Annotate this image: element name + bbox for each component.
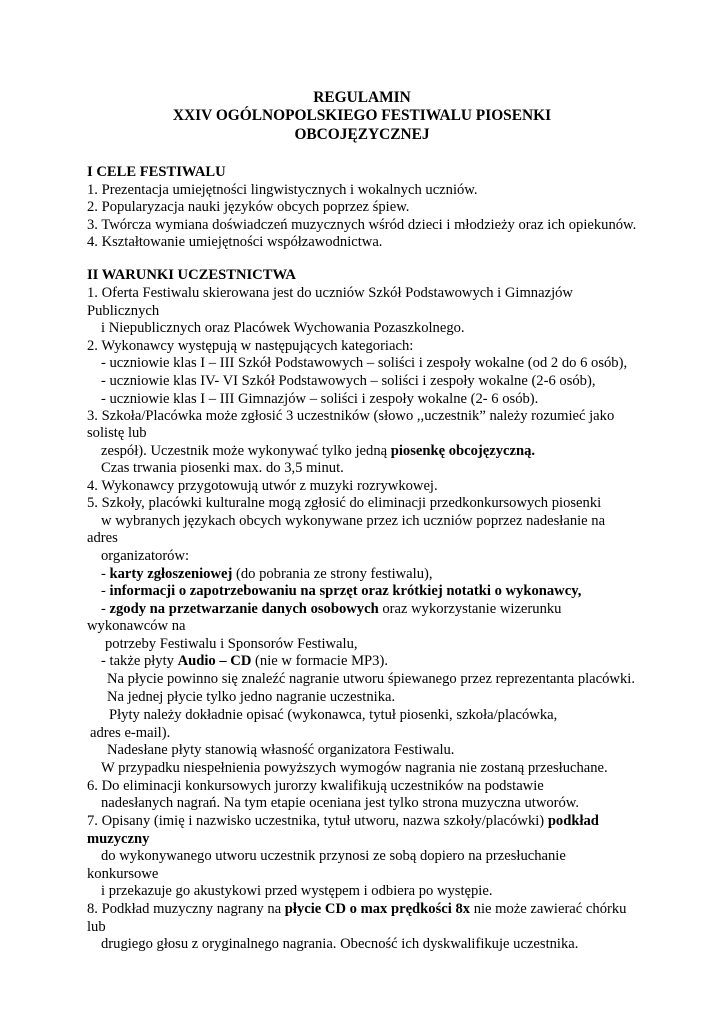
document-title-line-1: REGULAMIN — [313, 89, 411, 106]
text: (nie w formacie MP3). — [251, 653, 388, 669]
section-2-line — [87, 337, 413, 355]
section-2-line — [101, 882, 492, 900]
section-2-line — [87, 529, 118, 547]
text: (do pobrania ze strony festiwalu), — [232, 566, 433, 582]
section-2-line — [87, 830, 149, 848]
section-1-item: 3. Twórcza wymiana doświadczeń muzycznych wśród dzieci i młodzieży oraz ich opiekunów. — [87, 217, 637, 233]
text: 8. Podkład muzyczny nagrany na — [87, 901, 285, 917]
section-2-line — [101, 600, 561, 618]
text: 4. Wykonawcy przygotowują utwór z muzyki rozrywkowej. — [87, 478, 438, 494]
section-2-line — [101, 847, 566, 865]
text: Publicznych — [87, 303, 160, 319]
text: nadesłanych nagrań. Na tym etapie oceniana jest tylko strona muzyczna utworów. — [101, 795, 580, 811]
section-2-line — [87, 284, 573, 302]
bold-text: piosenkę obcojęzyczną. — [390, 443, 536, 459]
text: Na płycie powinno się znaleźć nagranie utworu śpiewanego przez reprezentanta placówki. — [107, 671, 635, 687]
section-2-line — [87, 302, 159, 320]
text: organizatorów: — [101, 548, 190, 564]
text: - uczniowie klas I – III Szkół Podstawowych – soliści i zespoły wokalne (od 2 do 6 osób), — [101, 355, 628, 371]
section-2-line — [87, 900, 626, 918]
section-2-line — [101, 390, 538, 408]
section-2-line — [107, 741, 454, 759]
bold-text: płycie CD o max prędkości 8x — [284, 901, 471, 917]
text: 5. Szkoły, placówki kulturalne mogą zgłosić do eliminacji przedkonkursowych piosenki — [87, 495, 602, 511]
text: - uczniowie klas I – III Gimnazjów – soliści i zespoły wokalne (2- 6 osób). — [101, 391, 539, 407]
section-1-heading: I CELE FESTIWALU — [87, 164, 226, 180]
section-2-line — [109, 706, 557, 724]
section-2-line — [87, 407, 614, 425]
text: 1. Oferta Festiwalu skierowana jest do uczniów Szkół Podstawowych i Gimnazjów — [87, 285, 573, 301]
text: adres — [87, 530, 118, 546]
section-2-line — [101, 512, 605, 530]
section-2-line — [87, 918, 106, 936]
bold-text: Audio – CD — [177, 653, 252, 669]
section-2-line — [101, 759, 608, 777]
text: - — [101, 601, 110, 617]
bold-text: muzyczny — [87, 831, 150, 847]
section-2-line — [101, 372, 596, 390]
section-2-line — [101, 794, 579, 812]
section-1-item: 2. Popularyzacja nauki języków obcych poprzez śpiew. — [87, 199, 410, 215]
text: - uczniowie klas IV- VI Szkół Podstawowych – soliści i zespoły wokalne (2-6 osób), — [101, 373, 596, 389]
document-title-line-2: XXIV OGÓLNOPOLSKIEGO FESTIWALU PIOSENKI — [172, 107, 552, 124]
text: 7. Opisany (imię i nazwisko uczestnika, tytuł utworu, nazwa szkoły/placówki) — [87, 813, 548, 829]
text: Czas trwania piosenki max. do 3,5 minut. — [101, 460, 344, 476]
text: potrzeby Festiwalu i Sponsorów Festiwalu, — [105, 636, 358, 652]
text: 2. Wykonawcy występują w następujących kategoriach: — [87, 338, 414, 354]
text: Na jednej płycie tylko jedno nagranie uczestnika. — [107, 689, 396, 705]
text: w wybranych językach obcych wykonywane przez ich uczniów poprzez nadesłanie na — [101, 513, 606, 529]
text: zespół). Uczestnik może wykonywać tylko jedną — [101, 443, 391, 459]
section-2-line — [101, 652, 388, 670]
text: - — [101, 566, 110, 582]
section-2-line — [87, 812, 599, 830]
section-2-line — [107, 688, 395, 706]
section-2-line — [101, 565, 433, 583]
section-2-line — [87, 777, 544, 795]
text: Płyty należy dokładnie opisać (wykonawca, tytuł piosenki, szkoła/placówka, — [109, 707, 558, 723]
section-2-line — [101, 582, 581, 600]
text: - także płyty — [101, 653, 178, 669]
bold-text: informacji o zapotrzebowaniu na sprzęt oraz krótkiej notatki o wykonawcy, — [109, 583, 582, 599]
text: lub — [87, 919, 106, 935]
section-2-line — [101, 547, 189, 565]
text: Nadesłane płyty stanowią własność organizatora Festiwalu. — [107, 742, 455, 758]
section-2-line — [101, 459, 344, 477]
section-2-line — [101, 442, 535, 460]
text: i Niepublicznych oraz Placówek Wychowania Pozaszkolnego. — [101, 320, 465, 336]
text: 3. Szkoła/Placówka może zgłosić 3 uczestników (słowo ,,uczestnik” należy rozumieć jako — [87, 408, 615, 424]
text: 6. Do eliminacji konkursowych jurorzy kwalifikują uczestników na podstawie — [87, 778, 544, 794]
section-2-line — [101, 935, 578, 953]
text: nie może zawierać chórku — [470, 901, 627, 917]
section-2-line — [87, 865, 158, 883]
section-2-line — [87, 617, 185, 635]
section-2-heading: II WARUNKI UCZESTNICTWA — [87, 267, 296, 283]
text: do wykonywanego utworu uczestnik przynosi ze sobą dopiero na przesłuchanie — [101, 848, 566, 864]
document-title-line-3: OBCOJĘZYCZNEJ — [294, 126, 430, 143]
bold-text: podkład — [547, 813, 599, 829]
text: drugiego głosu z oryginalnego nagrania. Obecność ich dyskwalifikuje uczestnika. — [101, 936, 579, 952]
text: konkursowe — [87, 866, 159, 882]
section-2-line — [87, 424, 147, 442]
section-1-item: 4. Kształtowanie umiejętności współzawodnictwa. — [87, 234, 383, 250]
section-2-line — [105, 635, 358, 653]
bold-text: karty zgłoszeniowej — [109, 566, 233, 582]
text: oraz wykorzystanie wizerunku — [378, 601, 562, 617]
section-2-line — [90, 724, 170, 742]
section-2-line — [101, 354, 627, 372]
text: wykonawców na — [87, 618, 186, 634]
text: W przypadku niespełnienia powyższych wymogów nagrania nie zostaną przesłuchane. — [101, 760, 608, 776]
text: adres e-mail). — [90, 725, 171, 741]
bold-text: zgody na przetwarzanie danych osobowych — [109, 601, 379, 617]
text: i przekazuje go akustykowi przed występem i odbiera po występie. — [101, 883, 493, 899]
section-1-item: 1. Prezentacja umiejętności lingwistycznych i wokalnych uczniów. — [87, 182, 478, 198]
section-2-line — [101, 319, 465, 337]
section-2-line — [87, 494, 601, 512]
section-2-line — [87, 477, 438, 495]
section-2-line — [107, 670, 635, 688]
text: - — [101, 583, 110, 599]
text: solistę lub — [87, 425, 147, 441]
